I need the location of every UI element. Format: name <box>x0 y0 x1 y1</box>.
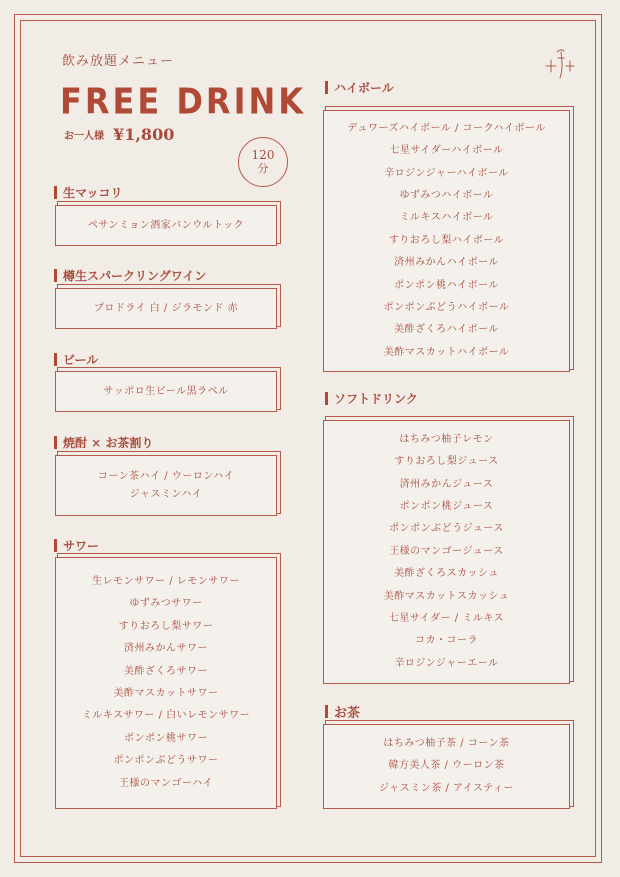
section-bar <box>54 269 57 282</box>
list-item: ゆずみつハイボール <box>399 189 494 201</box>
list-item: ポンポンぶどうジュース <box>389 523 504 535</box>
section-bar <box>54 186 57 199</box>
highball-box <box>323 110 570 372</box>
list-item: すりおろし梨ジュース <box>394 456 499 468</box>
list-item: 韓方美人茶 / ウーロン茶 <box>388 760 505 772</box>
list-item: 美酢ざくろスカッシュ <box>394 568 499 580</box>
list-item: ポンポン桃サワー <box>124 732 208 744</box>
list-item: 辛ロジンジャーエール <box>394 657 499 669</box>
badge-unit: 分 <box>257 161 269 175</box>
list-item: ポンポンぶどうサワー <box>113 755 219 767</box>
list-item: 美酢マスカットサワー <box>113 688 219 699</box>
list-item: 辛ロジンジャーハイボール <box>384 167 509 179</box>
list-item: コカ・コーラ <box>415 635 478 647</box>
list-item: ポンポンぶどうハイボール <box>383 302 510 314</box>
list-item: 七星サイダーハイボール <box>389 145 504 157</box>
section-title-sour: サワー <box>54 537 99 554</box>
list-item: ポンポン桃ジュース <box>399 500 494 512</box>
shochu-box <box>55 455 277 516</box>
section-title-softdrink: ソフトドリンク <box>325 390 418 407</box>
list-item: はちみつ柚子茶 / コーン茶 <box>383 737 510 749</box>
list-item: プロドライ 白 / ジラモンド 赤 <box>93 302 239 314</box>
list-item: 美酢ざくろハイボール <box>394 324 499 336</box>
section-title-tea: お茶 <box>325 702 360 721</box>
list-item: ゆずみつサワー <box>129 598 203 610</box>
list-item: ペサンミョン酒家バンウルトック <box>87 219 245 231</box>
menu-title: FREE DRINK <box>60 80 307 123</box>
softdrink-box <box>323 420 570 684</box>
list-item: ポンポン桃ハイボール <box>394 279 499 291</box>
section-bar <box>54 539 57 552</box>
list-item: すりおろし梨サワー <box>118 620 214 632</box>
list-item: 美酢マスカットハイボール <box>383 346 510 358</box>
section-bar <box>325 81 328 94</box>
list-item: ジャスミンハイ <box>129 488 203 500</box>
section-title-makgeolli: 生マッコリ <box>54 184 123 201</box>
section-bar <box>54 353 57 366</box>
section-title-beer: ビール <box>54 351 98 368</box>
list-item: 美酢マスカットスカッシュ <box>383 590 510 602</box>
section-title-shochu: 焼酎 × お茶割り <box>54 434 153 451</box>
badge-minutes: 120 <box>251 147 275 162</box>
list-item: 王様のマンゴーハイ <box>119 777 213 789</box>
sparkling-box <box>55 288 277 329</box>
makgeolli-box <box>55 205 277 246</box>
list-item: 済州みかんハイボール <box>394 257 499 269</box>
sour-box <box>55 557 277 809</box>
list-item: サッポロ生ビール黒ラベル <box>103 385 229 397</box>
list-item: ジャスミン茶 / アイスティー <box>378 782 515 794</box>
list-item: 生レモンサワー / レモンサワー <box>92 575 240 587</box>
section-bar <box>54 436 57 449</box>
list-item: 済州みかんサワー <box>124 643 208 655</box>
list-item: ミルキスサワー / 白いレモンサワー <box>81 710 251 722</box>
sparkle-decoration-icon <box>545 48 579 80</box>
list-item: 美酢ざくろサワー <box>124 665 208 677</box>
time-badge <box>238 137 288 187</box>
list-item: デュワーズハイボール / コークハイボール <box>347 122 546 134</box>
price-value: ¥1,800 <box>113 125 175 144</box>
price-label: お一人様 <box>64 131 104 142</box>
list-item: ミルキスハイボール <box>399 212 494 224</box>
section-bar <box>325 392 328 405</box>
menu-subtitle: 飲み放題メニュー <box>62 54 175 69</box>
section-title-sparkling: 樽生スパークリングワイン <box>54 267 206 284</box>
beer-box <box>55 371 277 412</box>
list-item: すりおろし梨ハイボール <box>388 234 505 246</box>
list-item: 七星サイダー / ミルキス <box>388 613 505 625</box>
list-item: コーン茶ハイ / ウーロンハイ <box>97 470 235 482</box>
section-bar <box>325 705 328 718</box>
list-item: 済州みかんジュース <box>399 478 494 490</box>
list-item: 王様のマンゴージュース <box>389 545 504 557</box>
list-item: はちみつ柚子レモン <box>399 433 494 445</box>
section-title-highball: ハイボール <box>325 79 394 96</box>
tea-box <box>323 724 570 809</box>
price-line <box>64 124 174 144</box>
